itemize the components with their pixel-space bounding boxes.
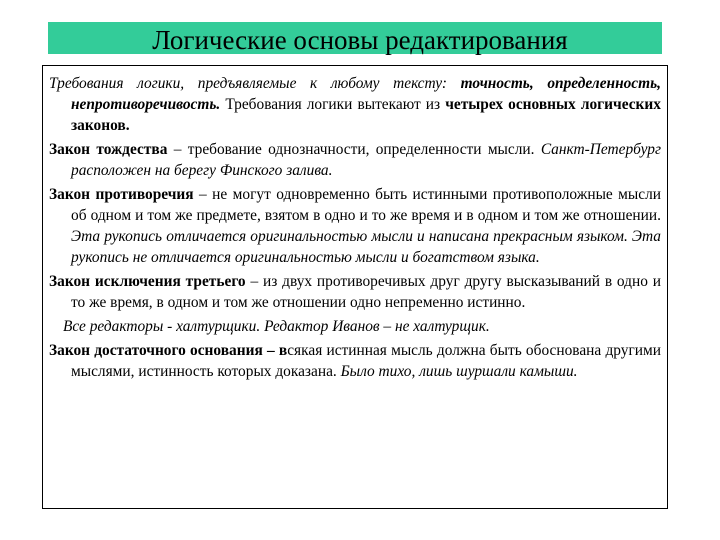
- text-segment: точность, определенность, непротиворечивость.: [71, 75, 661, 113]
- text-segment: – из двух противоречивых друг другу высказываний в одно и то же время, в одном и том же отношении одно непременно истинно.: [71, 273, 661, 311]
- paragraph-law-of-contradiction: [49, 184, 661, 268]
- paragraph-law-of-identity: [49, 139, 661, 181]
- text-segment: – требование однозначности, определенности мысли.: [167, 141, 541, 158]
- paragraph-logic-requirements: [49, 73, 661, 136]
- law-heading: Закон противоречия: [49, 186, 194, 203]
- paragraph-law-of-excluded-middle: [49, 271, 661, 313]
- example-text: Все редакторы - халтурщики. Редактор Иванов – не халтурщик.: [63, 318, 490, 335]
- law-heading: Закон исключения третьего: [49, 273, 246, 290]
- example-text: Было тихо, лишь шуршали камыши.: [340, 363, 578, 380]
- text-segment: Требования логики вытекают из: [220, 96, 446, 113]
- slide-title: Логические основы редактирования: [152, 25, 568, 55]
- content-box: [42, 65, 668, 509]
- paragraph-excluded-middle-example: [49, 316, 661, 337]
- example-text: Эта рукопись отличается оригинальностью мысли и написана прекрасным языком. Эта рукопись не отличается оригинальностью мысли и богатством языка.: [71, 228, 661, 266]
- text-segment: – не могут одновременно быть истинными противоположные мысли об одном и том же предмете, взятом в одно и то же время и в одном и том же отношении.: [71, 186, 662, 224]
- example-text: Санкт-Петербург расположен на берегу Финского залива.: [71, 141, 661, 179]
- law-heading: Закон тождества: [49, 141, 168, 158]
- text-segment: четырех основных логических законов.: [71, 96, 661, 134]
- text-segment: Требования логики, предъявляемые к любому тексту:: [49, 75, 461, 92]
- law-heading: Закон достаточного основания – в: [49, 342, 288, 359]
- paragraph-law-of-sufficient-reason: [49, 340, 661, 382]
- text-segment: сякая истинная мысль должна быть обоснована другими мыслями, истинность которых доказана.: [71, 342, 661, 380]
